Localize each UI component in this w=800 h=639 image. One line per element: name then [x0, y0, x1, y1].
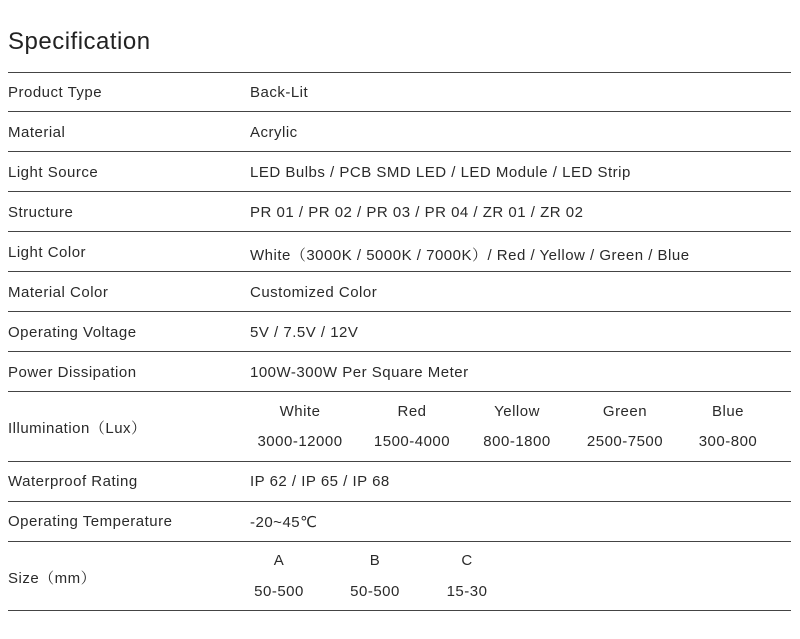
row-label: Product Type	[8, 84, 103, 101]
size-range: 50-500	[350, 583, 400, 600]
row-value: LED Bulbs / PCB SMD LED / LED Module / LED Strip	[250, 164, 631, 181]
row-value: 100W-300W Per Square Meter	[250, 364, 469, 381]
row-value: Back-Lit	[250, 84, 309, 101]
size-range: 50-500	[254, 583, 304, 600]
row-divider	[8, 311, 791, 312]
row-divider	[8, 151, 791, 152]
row-value: Customized Color	[250, 284, 378, 301]
illumination-color: Blue	[711, 403, 745, 420]
illumination-range: 300-800	[698, 433, 758, 450]
row-label: Light Color	[8, 244, 87, 261]
illumination-row	[8, 392, 791, 461]
page-title: Specification	[8, 28, 151, 55]
size-dimension: B	[369, 552, 381, 569]
row-divider	[8, 271, 791, 272]
size-row	[8, 542, 791, 610]
illumination-color: Yellow	[494, 403, 540, 420]
illumination-range: 2500-7500	[586, 433, 664, 450]
row-label: Illumination（Lux）	[8, 420, 147, 437]
row-value: IP 62 / IP 65 / IP 68	[250, 473, 390, 490]
illumination-color: Green	[602, 403, 648, 420]
table-top-rule	[8, 72, 791, 73]
row-value: 5V / 7.5V / 12V	[250, 324, 359, 341]
illumination-color: White	[279, 403, 321, 420]
row-label: Light Source	[8, 164, 99, 181]
row-label: Size（mm）	[8, 570, 97, 587]
row-label: Operating Voltage	[8, 324, 137, 341]
illumination-range: 800-1800	[483, 433, 551, 450]
row-value: White（3000K / 5000K / 7000K）/ Red / Yellow / Green / Blue	[250, 247, 690, 264]
illumination-range: 1500-4000	[373, 433, 451, 450]
table-bottom-rule	[8, 610, 791, 611]
row-divider	[8, 191, 791, 192]
size-dimension: A	[273, 552, 285, 569]
row-divider	[8, 231, 791, 232]
row-value: -20~45℃	[250, 514, 318, 531]
row-label: Waterproof Rating	[8, 473, 138, 490]
size-dimension: C	[461, 552, 473, 569]
illumination-range: 3000-12000	[257, 433, 343, 450]
row-label: Structure	[8, 204, 74, 221]
row-value: Acrylic	[250, 124, 298, 141]
size-range: 15-30	[446, 583, 488, 600]
row-label: Material	[8, 124, 66, 141]
row-divider	[8, 461, 791, 462]
row-value: PR 01 / PR 02 / PR 03 / PR 04 / ZR 01 / ZR 02	[250, 204, 584, 221]
row-divider	[8, 351, 791, 352]
row-label: Power Dissipation	[8, 364, 137, 381]
row-label: Operating Temperature	[8, 513, 173, 530]
row-label: Material Color	[8, 284, 109, 301]
illumination-color: Red	[397, 403, 427, 420]
row-divider	[8, 111, 791, 112]
row-divider	[8, 501, 791, 502]
